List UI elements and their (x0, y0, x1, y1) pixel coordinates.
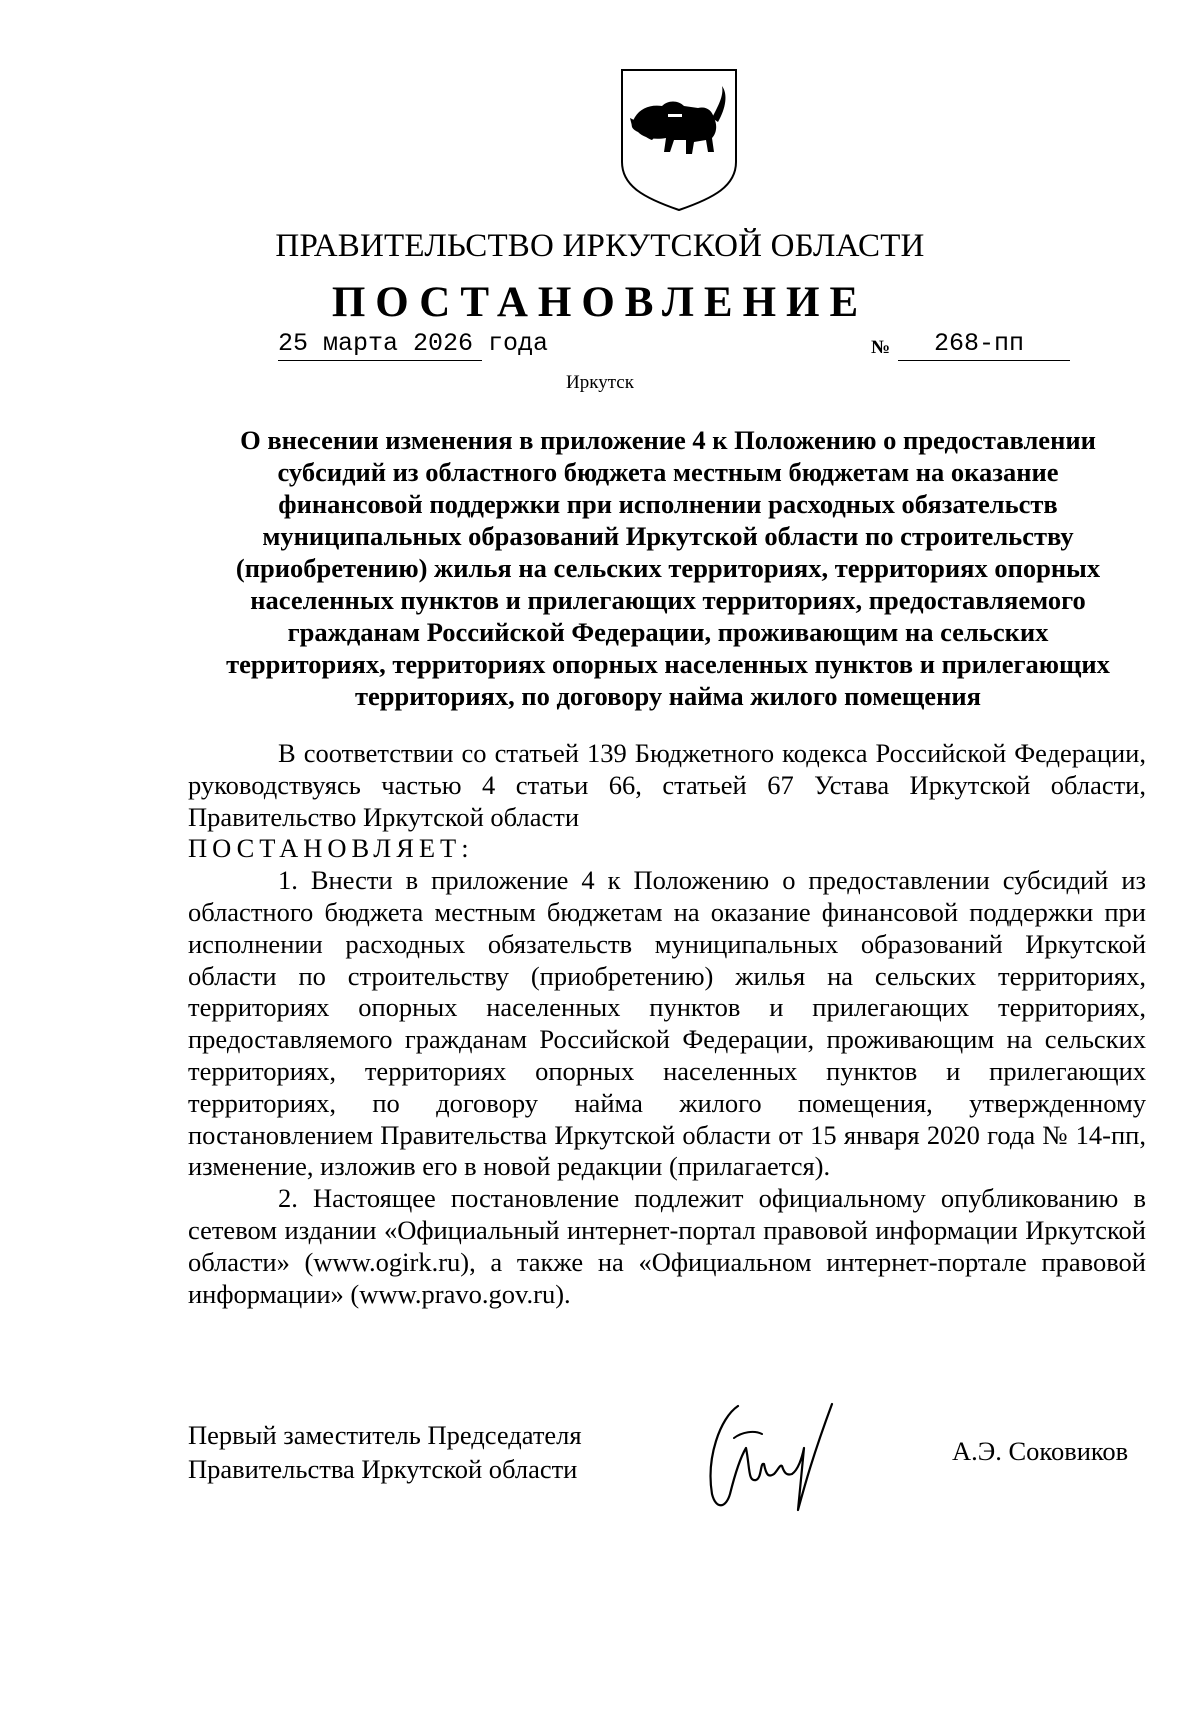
preamble-paragraph: В соответствии со статьей 139 Бюджетного кодекса Российской Федерации, руководствуясь частью 4 статьи 66, статьей 67 Устава Иркутской области, Правительство Иркутской области (188, 738, 1146, 832)
title-line: гражданам Российской Федерации, проживающим на сельских (287, 617, 1049, 647)
document-number-label: № (871, 337, 891, 358)
title-line: О внесении изменения в приложение 4 к Положению о предоставлении (240, 425, 1096, 455)
signer-name: А.Э. Соковиков (952, 1436, 1129, 1466)
organization-name: ПРАВИТЕЛЬСТВО ИРКУТСКОЙ ОБЛАСТИ (275, 228, 925, 264)
document-title (186, 424, 1150, 712)
document-date: 25 марта 2026 года (278, 329, 482, 361)
signer-position (188, 1418, 582, 1486)
document-number: 268-пп (898, 329, 1070, 361)
document-body (188, 738, 1146, 1310)
document-city: Иркутск (566, 372, 634, 393)
irkutsk-coat-of-arms-icon (618, 66, 740, 214)
title-line: (приобретению) жилья на сельских территориях, территориях опорных (235, 553, 1101, 583)
title-line: муниципальных образований Иркутской области по строительству (262, 521, 1074, 551)
item-1-paragraph: 1. Внести в приложение 4 к Положению о предоставлении субсидий из областного бюджета местным бюджетам на оказание финансовой поддержки при исполнении расходных обязательств муниципальных образований Иркутской области по строительству (приобретению) жилья на сельских территориях, территориях опорных населенных пунктов и прилегающих территориях, предоставляемого гражданам Российской Федерации, проживающим на сельских территориях, территориях опорных населенных пунктов и прилегающих территориях, по договору найма жилого помещения, утвержденному постановлением Правительства Иркутской области от 15 января 2020 года № 14-пп, изменение, изложив его в новой редакции (прилагается). (188, 865, 1146, 1182)
title-line: субсидий из областного бюджета местным бюджетам на оказание (277, 457, 1059, 487)
title-line: населенных пунктов и прилегающих территориях, предоставляемого (250, 585, 1086, 615)
decree-word: ПОСТАНОВЛЯЕТ: (188, 833, 474, 864)
title-line: финансовой поддержки при исполнении расходных обязательств (278, 489, 1058, 519)
signer-position-line: Правительства Иркутской области (188, 1454, 578, 1484)
title-line: территориях, по договору найма жилого помещения (355, 681, 981, 711)
handwritten-signature (700, 1398, 900, 1518)
title-line: территориях, территориях опорных населенных пунктов и прилегающих (226, 649, 1110, 679)
signer-position-line: Первый заместитель Председателя (188, 1420, 582, 1450)
item-2-paragraph: 2. Настоящее постановление подлежит официальному опубликованию в сетевом издании «Официальный интернет-портал правовой информации Иркутской области» (www.ogirk.ru), а также на «Официальном интернет-портале правовой информации» (www.pravo.gov.ru). (188, 1183, 1146, 1309)
document-type: ПОСТАНОВЛЕНИЕ (331, 279, 869, 326)
